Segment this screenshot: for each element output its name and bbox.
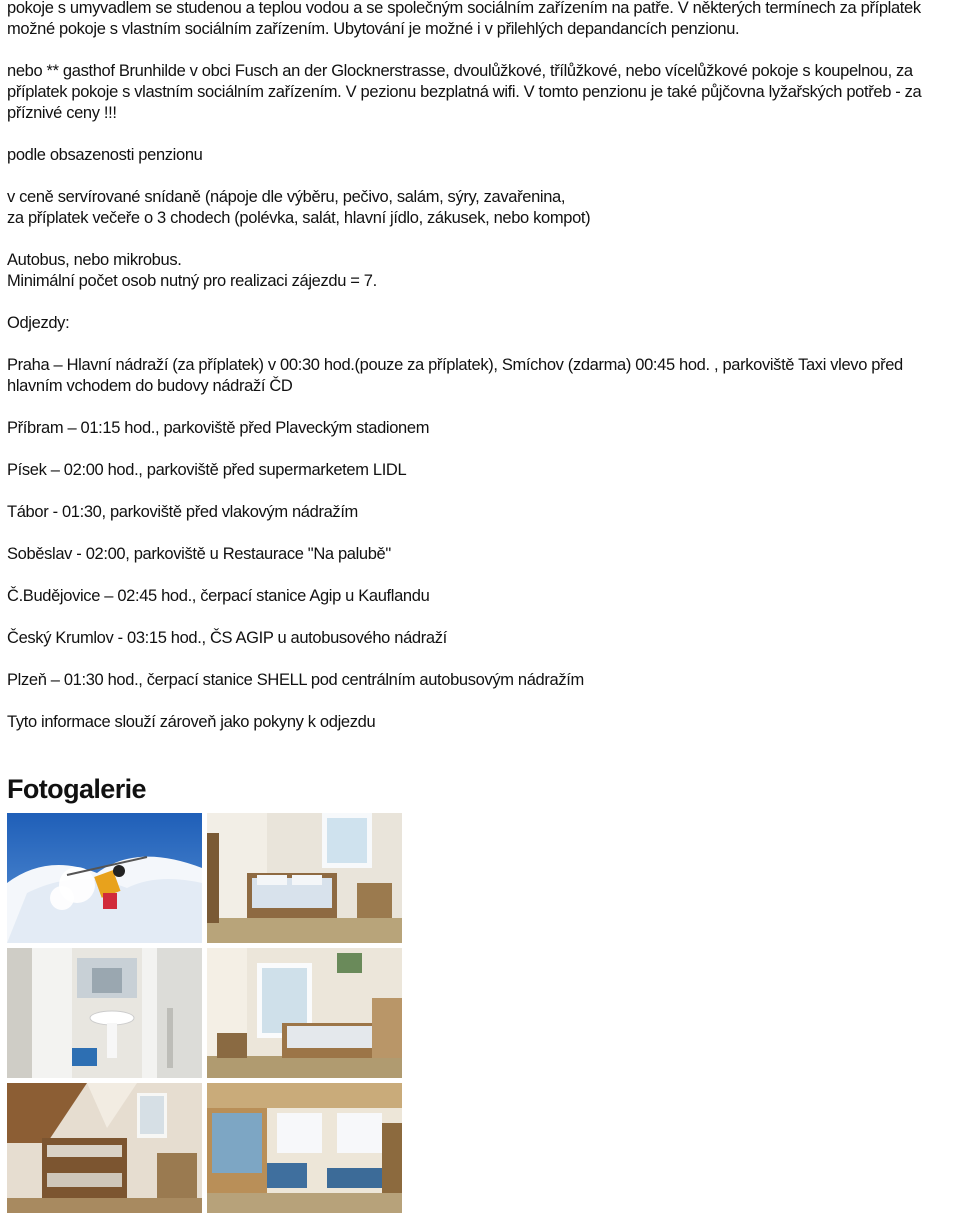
article-body	[7, 0, 957, 805]
meals-line-dinner: za příplatek večeře o 3 chodech (polévka, salát, hlavní jídlo, zákusek, nebo kompot)	[7, 209, 591, 227]
departures-label: Odjezdy:	[7, 314, 70, 332]
departure-note: Tyto informace slouží zároveň jako pokyny k odjezdu	[7, 713, 376, 731]
transport-line-vehicle: Autobus, nebo mikrobus.	[7, 251, 182, 269]
photo-dining-room-image	[207, 1083, 402, 1213]
departure-tabor: Tábor - 01:30, parkoviště před vlakovým nádražím	[7, 503, 358, 521]
gallery-photo-5[interactable]	[7, 1083, 202, 1213]
photo-bedroom-balcony-image	[207, 948, 402, 1078]
departure-praha: Praha – Hlavní nádraží (za příplatek) v 00:30 hod.(pouze za příplatek), Smíchov (zdarma) 00:45 hod. , parkoviště Taxi vlevo před hlavním vchodem do budovy nádraží ČD	[7, 356, 903, 395]
photo-bunk-room-image	[7, 1083, 202, 1213]
departure-pribram: Příbram – 01:15 hod., parkoviště před Plaveckým stadionem	[7, 419, 430, 437]
departure-krumlov: Český Krumlov - 03:15 hod., ČS AGIP u autobusového nádraží	[7, 629, 447, 647]
photo-bathroom-image	[7, 948, 202, 1078]
departure-sobeslav: Soběslav - 02:00, parkoviště u Restaurace "Na palubě"	[7, 545, 391, 563]
paragraph-gasthof: nebo ** gasthof Brunhilde v obci Fusch an der Glocknerstrasse, dvoulůžkové, třílůžkové, nebo vícelůžkové pokoje s koupelnou, za příplatek pokoje s vlastním sociálním zařízením. V pezionu bezplatná wifi. V tomto penzionu je také půjčovna lyžařských potřeb - za příznivé ceny !!!	[7, 62, 922, 122]
meals-line-breakfast: v ceně servírované snídaně (nápoje dle výběru, pečivo, salám, sýry, zavařenina,	[7, 188, 566, 206]
departure-plzen: Plzeň – 01:30 hod., čerpací stanice SHELL pod centrálním autobusovým nádražím	[7, 671, 584, 689]
photo-skier-image	[7, 813, 202, 943]
paragraph-transport	[7, 250, 957, 292]
transport-line-minimum: Minimální počet osob nutný pro realizaci zájezdu = 7.	[7, 272, 377, 290]
gallery-photo-2[interactable]	[207, 813, 402, 943]
paragraph-occupancy: podle obsazenosti penzionu	[7, 146, 203, 164]
gallery-heading: Fotogalerie	[7, 774, 146, 804]
gallery-photo-6[interactable]	[207, 1083, 402, 1213]
paragraph-accommodation: pokoje s umyvadlem se studenou a teplou vodou a se společným sociálním zařízením na patře. V některých termínech za příplatek možné pokoje s vlastním sociálním zařízením. Ubytování je možné i v přilehlých depandancích penzionu.	[7, 0, 921, 38]
departure-budejovice: Č.Budějovice – 02:45 hod., čerpací stanice Agip u Kauflandu	[7, 587, 430, 605]
gallery-photo-4[interactable]	[207, 948, 402, 1078]
gallery-photo-3[interactable]	[7, 948, 202, 1078]
departure-pisek: Písek – 02:00 hod., parkoviště před supermarketem LIDL	[7, 461, 407, 479]
gallery-photo-1[interactable]	[7, 813, 202, 943]
paragraph-meals	[7, 187, 957, 229]
photo-bedroom-double-image	[207, 813, 402, 943]
